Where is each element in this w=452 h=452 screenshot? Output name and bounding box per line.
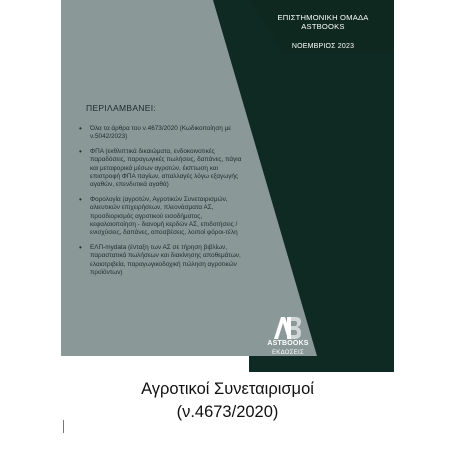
book-title [61,378,394,424]
publisher-name: ASTBOOKS [267,340,309,347]
book-title-line1: Αγροτικοί Συνεταιρισμοί [141,380,314,398]
team-name: ASTBOOKS [301,22,345,31]
contents-list [78,125,243,284]
edition-date: ΝΟΕΜΒΡΙΟΣ 2023 [291,43,355,50]
contents-heading: ΠΕΡΙΛΑΜΒΑΝΕΙ: [86,103,157,113]
list-item: • Όλα τα άρθρα του ν.4673/2020 (Κωδικοποίηση με ν.5042/2023) [78,125,243,142]
team-label: ΕΠΙΣΤΗΜΟΝΙΚΗ ΟΜΑΔΑ [277,13,369,22]
astbooks-logo-icon [273,317,301,339]
spine-mark [63,420,64,433]
book-cover [61,0,394,452]
publisher-subtitle: ΕΚΔΟΣΕΙΣ [271,350,305,356]
list-item: • ΦΠΑ (εκθλιπτικά δικαιώματα, ενδοκοινοτικές παραδόσεις, παραγωγικές πωλήσεις, δαπάνες, πάγια και μεταφορικά μέσων αγροτών, έκπτωση και επιστροφή ΦΠΑ παγίων, απαλλαγές λόγω εξαγωγής αγαθών, επενδυτικά αγαθά) [78,148,243,190]
list-item: • Φορολογία (αγροτών, Αγροτικών Συνεταιρισμών, αλιευτικών επιχειρήσεων, πλεονάσματα ΑΣ, προσδιορισμός αγροτικού εισοδήματος, κεφαλαιοποίηση - διανομή κερδών ΑΣ, επιδοτήσεις / ενισχύσεις, δαπάνες, αποσβέσεις, λοιποί φόροι-τέλη [78,196,243,238]
list-item: • ΕΛΠ-mydata (ένταξη των ΑΣ σε τήρηση βιβλίων, παραστατικά πωλήσεων και διακίνησης αποθεμάτων, ελαιοτριβεία, παραγωγικοδοχική πώληση αγροτικών προϊόντων) [78,244,243,278]
book-title-line2: (ν.4673/2020) [176,403,279,421]
